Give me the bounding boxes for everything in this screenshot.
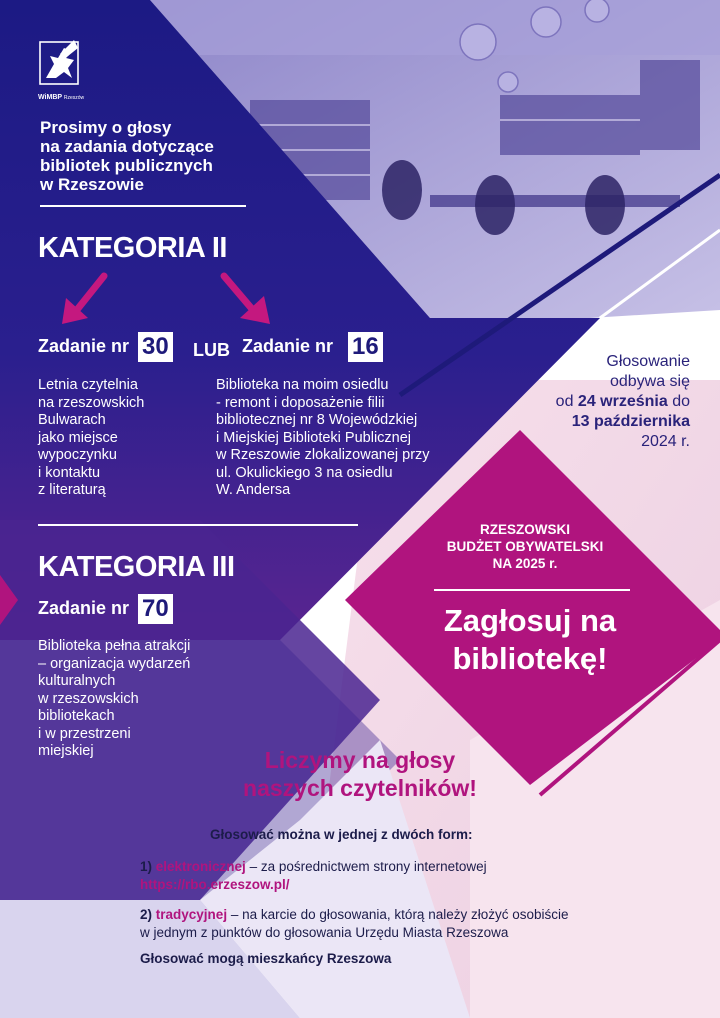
task-number-badge: 30 bbox=[138, 332, 173, 362]
voting-start-date: 24 września bbox=[577, 393, 668, 410]
task-16-label-row bbox=[242, 332, 383, 362]
task-30-description bbox=[38, 377, 198, 500]
voting-option-traditional bbox=[140, 906, 710, 942]
title-line: na zadania dotyczące bbox=[40, 137, 214, 156]
task-30-label-row bbox=[38, 332, 173, 362]
cta-line: Zagłosuj na bbox=[443, 603, 617, 638]
title-line: w Rzeszowie bbox=[40, 175, 144, 194]
title-line: bibliotek publicznych bbox=[40, 156, 213, 175]
logo-sub: Rzeszów bbox=[63, 95, 85, 101]
desc-line: kulturalnych bbox=[38, 673, 116, 689]
voting-end-date: 13 października bbox=[571, 413, 690, 430]
desc-line: i w przestrzeni bbox=[38, 725, 131, 742]
desc-line: jako miejsce bbox=[38, 429, 118, 446]
desc-line: w Rzeszowie zlokalizowanej przy bbox=[216, 447, 430, 463]
voting-from-suffix: do bbox=[667, 393, 690, 410]
task-label: Zadanie nr bbox=[38, 597, 130, 618]
task-number-badge: 70 bbox=[138, 594, 173, 624]
option-term: tradycyjnej bbox=[155, 907, 228, 922]
option-text: – za pośrednictwem strony internetowej bbox=[245, 859, 487, 874]
desc-line: miejskiej bbox=[38, 743, 94, 759]
desc-line: – organizacja wydarzeń bbox=[38, 655, 191, 672]
desc-line: Biblioteka pełna atrakcji bbox=[38, 638, 191, 654]
rbo-line: BUDŻET OBYWATELSKI bbox=[446, 539, 604, 554]
option-number: 1) bbox=[140, 859, 153, 874]
desc-line: w rzeszowskich bbox=[38, 690, 139, 707]
title-line: Prosimy o głosy bbox=[40, 118, 172, 137]
rbo-line: NA 2025 r. bbox=[492, 556, 558, 571]
category-3-heading: KATEGORIA III bbox=[38, 551, 235, 583]
desc-line: bibliotecznej nr 8 Wojewódzkiej bbox=[216, 412, 418, 428]
desc-line: - remont i doposażenie filii bbox=[216, 394, 385, 411]
task-16-description bbox=[216, 377, 466, 500]
voting-line: Głosowanie bbox=[606, 353, 690, 370]
voting-line bbox=[470, 392, 690, 412]
desc-line: z literaturą bbox=[38, 482, 106, 498]
option-term: elektronicznej bbox=[155, 859, 246, 874]
desc-line: wypoczynku bbox=[38, 447, 117, 463]
appeal-heading bbox=[200, 746, 520, 802]
rbo-title bbox=[420, 521, 630, 572]
eligibility-note: Głosować mogą mieszkańcy Rzeszowa bbox=[140, 951, 392, 966]
task-70-description bbox=[38, 638, 258, 761]
desc-line: i Miejskiej Biblioteki Publicznej bbox=[216, 429, 412, 446]
option-text: – na karcie do głosowania, którą należy złożyć osobiście bbox=[227, 907, 569, 922]
voting-from-prefix: od bbox=[555, 393, 578, 410]
voting-period bbox=[470, 352, 690, 452]
appeal-line: naszych czytelników! bbox=[243, 775, 477, 801]
desc-line: ul. Okulickiego 3 na osiedlu bbox=[216, 464, 393, 481]
category-2-heading: KATEGORIA II bbox=[38, 232, 227, 264]
arrow-down-right-icon bbox=[218, 272, 274, 328]
voting-info-intro bbox=[210, 826, 473, 844]
logo-name: WiMBP bbox=[38, 94, 62, 101]
desc-line: Letnia czytelnia bbox=[38, 377, 138, 393]
vote-call-to-action bbox=[410, 602, 650, 678]
info-intro: Głosować można w jednej z dwóch form: bbox=[210, 827, 473, 842]
divider bbox=[40, 205, 246, 207]
appeal-line: Liczymy na głosy bbox=[264, 747, 456, 773]
voting-line: 2024 r. bbox=[641, 433, 690, 450]
option-number: 2) bbox=[140, 907, 153, 922]
task-label: Zadanie nr bbox=[38, 335, 130, 356]
task-70-label-row bbox=[38, 594, 173, 624]
divider bbox=[38, 524, 358, 526]
desc-line: W. Andersa bbox=[216, 482, 291, 498]
option-text: w jednym z punktów do głosowania Urzędu Miasta Rzeszowa bbox=[140, 925, 509, 940]
voting-option-electronic bbox=[140, 858, 700, 894]
rbo-website-link[interactable]: https://rbo.erzeszow.pl/ bbox=[140, 877, 290, 892]
rbo-line: RZESZOWSKI bbox=[480, 522, 570, 537]
divider bbox=[434, 589, 630, 591]
task-number-badge: 16 bbox=[348, 332, 383, 362]
logo bbox=[38, 38, 90, 102]
cta-line: bibliotekę! bbox=[452, 641, 608, 676]
desc-line: Bulwarach bbox=[38, 412, 106, 428]
voting-line: odbywa się bbox=[609, 373, 690, 390]
arrow-down-left-icon bbox=[60, 272, 110, 328]
task-label: Zadanie nr bbox=[242, 335, 334, 356]
desc-line: i kontaktu bbox=[38, 464, 101, 481]
desc-line: Biblioteka na moim osiedlu bbox=[216, 377, 389, 393]
page-title bbox=[40, 118, 270, 194]
desc-line: na rzeszowskich bbox=[38, 394, 145, 411]
voting-line bbox=[470, 412, 690, 432]
or-connector: LUB bbox=[193, 340, 230, 360]
desc-line: bibliotekach bbox=[38, 708, 115, 724]
pegasus-logo-icon bbox=[38, 38, 90, 88]
